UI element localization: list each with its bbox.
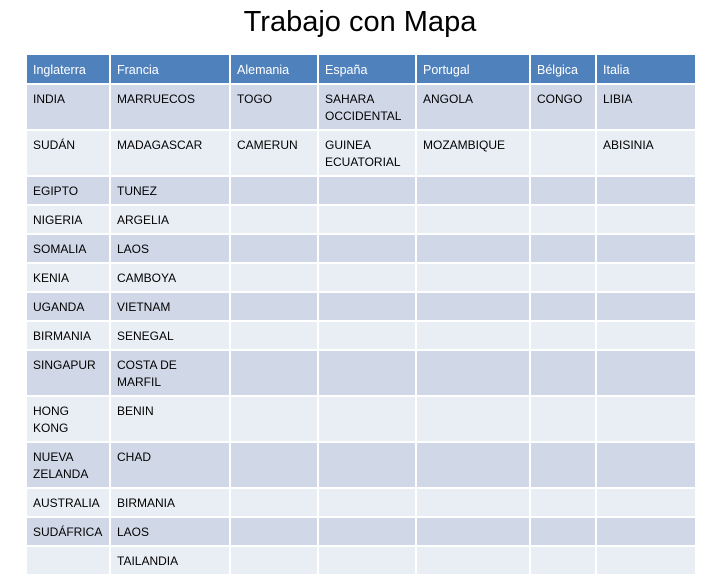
table-row <box>26 488 696 517</box>
table-cell: AUSTRALIA <box>26 488 110 517</box>
table-cell: INDIA <box>26 84 110 130</box>
table-cell <box>596 488 696 517</box>
header-row <box>26 54 696 84</box>
table-cell <box>530 396 596 442</box>
table-cell <box>530 442 596 488</box>
table-cell: SUDÁN <box>26 130 110 176</box>
table-cell: KENIA <box>26 263 110 292</box>
table-cell <box>318 205 416 234</box>
table-cell: UGANDA <box>26 292 110 321</box>
table-cell: LIBIA <box>596 84 696 130</box>
table-cell: ANGOLA <box>416 84 530 130</box>
table-cell <box>318 350 416 396</box>
table-cell: VIETNAM <box>110 292 230 321</box>
table-row <box>26 442 696 488</box>
table-cell <box>596 396 696 442</box>
table-cell: TOGO <box>230 84 318 130</box>
table-row <box>26 517 696 546</box>
header-cell-francia: Francia <box>110 54 230 84</box>
table-cell <box>318 234 416 263</box>
table-cell <box>596 176 696 205</box>
table-cell <box>596 350 696 396</box>
table-cell: BIRMANIA <box>110 488 230 517</box>
table-row <box>26 263 696 292</box>
table-cell: SAHARA OCCIDENTAL <box>318 84 416 130</box>
table-cell <box>530 234 596 263</box>
header-cell-portugal: Portugal <box>416 54 530 84</box>
table-cell <box>596 517 696 546</box>
table-cell <box>530 321 596 350</box>
table-cell: BENIN <box>110 396 230 442</box>
table-cell <box>416 263 530 292</box>
header-cell-italia: Italia <box>596 54 696 84</box>
header-cell-espana: España <box>318 54 416 84</box>
table-cell <box>416 488 530 517</box>
table-cell <box>596 263 696 292</box>
table-cell <box>230 350 318 396</box>
table-cell <box>230 176 318 205</box>
table-cell: GUINEA ECUATORIAL <box>318 130 416 176</box>
table-cell <box>416 292 530 321</box>
table-cell <box>596 546 696 575</box>
table-cell <box>530 546 596 575</box>
table-cell: CONGO <box>530 84 596 130</box>
table-body <box>26 84 696 575</box>
table-cell: CAMBOYA <box>110 263 230 292</box>
table-cell <box>530 176 596 205</box>
table-cell <box>318 396 416 442</box>
table-cell <box>318 263 416 292</box>
table-cell <box>596 205 696 234</box>
table-cell: TAILANDIA <box>110 546 230 575</box>
table-row <box>26 350 696 396</box>
table-row <box>26 84 696 130</box>
table-cell <box>230 263 318 292</box>
table-cell <box>530 350 596 396</box>
table-cell: TUNEZ <box>110 176 230 205</box>
table-cell: SINGAPUR <box>26 350 110 396</box>
table-row <box>26 292 696 321</box>
table-row <box>26 546 696 575</box>
colonies-table <box>25 53 697 576</box>
table-cell: LAOS <box>110 517 230 546</box>
table-cell <box>230 488 318 517</box>
table-cell <box>318 488 416 517</box>
table-cell <box>230 205 318 234</box>
page-title: Trabajo con Mapa <box>243 6 477 38</box>
table-cell <box>230 442 318 488</box>
table-cell: MADAGASCAR <box>110 130 230 176</box>
table-cell <box>596 292 696 321</box>
table-cell: ARGELIA <box>110 205 230 234</box>
table-cell <box>596 442 696 488</box>
table-cell: LAOS <box>110 234 230 263</box>
table-cell <box>530 488 596 517</box>
header-cell-inglaterra: Inglaterra <box>26 54 110 84</box>
table-row <box>26 176 696 205</box>
header-cell-belgica: Bélgica <box>530 54 596 84</box>
table-cell <box>416 396 530 442</box>
table-cell: ABISINIA <box>596 130 696 176</box>
table-cell <box>530 263 596 292</box>
table-cell <box>416 350 530 396</box>
table-row <box>26 130 696 176</box>
table-cell <box>26 546 110 575</box>
table-cell <box>230 234 318 263</box>
table-row <box>26 396 696 442</box>
table-cell <box>318 517 416 546</box>
table-cell <box>230 396 318 442</box>
table-cell <box>530 130 596 176</box>
table-cell <box>596 321 696 350</box>
table-cell: NIGERIA <box>26 205 110 234</box>
table-cell: COSTA DE MARFIL <box>110 350 230 396</box>
table-cell <box>318 442 416 488</box>
table-cell: HONG KONG <box>26 396 110 442</box>
table-cell: SUDÁFRICA <box>26 517 110 546</box>
table-cell <box>230 546 318 575</box>
table-row <box>26 205 696 234</box>
header-cell-alemania: Alemania <box>230 54 318 84</box>
table-cell <box>230 321 318 350</box>
table-cell: SOMALIA <box>26 234 110 263</box>
table-cell <box>530 292 596 321</box>
table-cell: SENEGAL <box>110 321 230 350</box>
table-cell: EGIPTO <box>26 176 110 205</box>
table-cell <box>318 292 416 321</box>
table-cell <box>416 517 530 546</box>
table-cell: CAMERUN <box>230 130 318 176</box>
table-cell <box>596 234 696 263</box>
table-cell <box>416 546 530 575</box>
table-cell <box>318 546 416 575</box>
table-cell <box>230 517 318 546</box>
table-cell <box>530 205 596 234</box>
table-cell <box>416 234 530 263</box>
table-cell <box>230 292 318 321</box>
table-row <box>26 321 696 350</box>
table-cell <box>318 321 416 350</box>
table-cell <box>416 321 530 350</box>
table-cell: NUEVA ZELANDA <box>26 442 110 488</box>
table-row <box>26 234 696 263</box>
table-cell <box>530 517 596 546</box>
table-cell: MOZAMBIQUE <box>416 130 530 176</box>
table-cell <box>416 205 530 234</box>
table-cell <box>416 442 530 488</box>
table-cell <box>416 176 530 205</box>
table-cell: MARRUECOS <box>110 84 230 130</box>
table-cell: BIRMANIA <box>26 321 110 350</box>
table-cell: CHAD <box>110 442 230 488</box>
table-cell <box>318 176 416 205</box>
